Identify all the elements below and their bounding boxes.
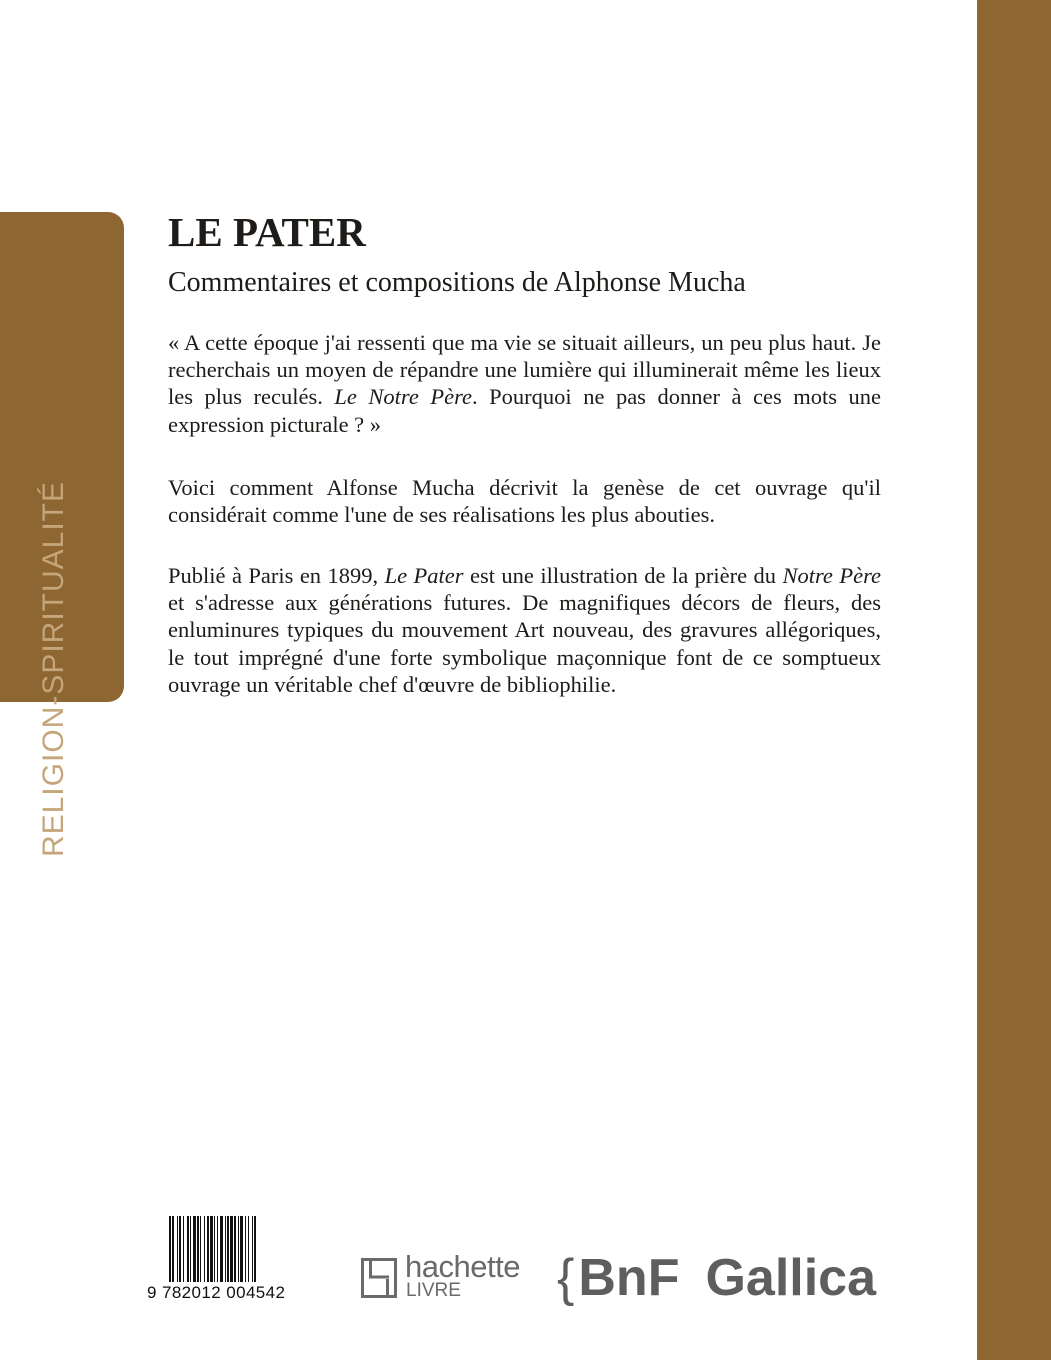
barcode-bar — [254, 1216, 256, 1282]
description-italic-2: Notre Père — [782, 563, 881, 588]
category-label: RELIGION-SPIRITUALITÉ — [37, 480, 70, 858]
barcode-bar — [197, 1216, 199, 1282]
barcode-bar — [214, 1216, 215, 1282]
description-part-3: et s'adresse aux générations futures. De magnifiques décors de fleurs, des enluminures typiques du mouvement Art nouveau, des gravures allégoriques, le tout imprégné d'une forte symbolique maçonnique font de ce somptueux ouvrage un véritable chef d'œuvre de bibliophilie. — [168, 590, 881, 697]
gallica-name: Gallica — [705, 1249, 877, 1307]
barcode-bar — [207, 1216, 209, 1282]
barcode-bar — [200, 1216, 201, 1282]
description-part-2: est une illustration de la prière du — [463, 563, 783, 588]
hachette-h-icon — [361, 1258, 397, 1298]
book-subtitle: Commentaires et compositions de Alphonse Mucha — [168, 267, 746, 298]
isbn-barcode — [147, 1214, 345, 1304]
barcode-bar — [245, 1216, 246, 1282]
barcode-bar — [220, 1216, 223, 1282]
barcode-bar — [230, 1216, 233, 1282]
barcode-bar — [204, 1216, 205, 1282]
book-title: LE PATER — [168, 209, 366, 255]
quote-paragraph — [168, 329, 881, 438]
barcode-bar — [179, 1216, 181, 1282]
hachette-livre-logo — [361, 1249, 526, 1305]
barcode-bar — [238, 1216, 239, 1282]
barcode-bar — [169, 1216, 171, 1282]
category-tab — [0, 212, 124, 858]
barcode-bar — [248, 1216, 249, 1282]
quote-text-end: . Pourquoi ne pas donner à ces mots une expression picturale ? » — [168, 384, 881, 437]
intro-paragraph: Voici comment Alfonse Mucha décrivit la genèse de cet ouvrage qu'il considérait comme l'une de ses réalisations les plus abouties. — [168, 475, 881, 528]
bnf-gallica-logo — [557, 1246, 876, 1310]
barcode-bar — [234, 1216, 236, 1282]
barcode-bar — [172, 1216, 174, 1282]
bnf-brace-icon: { — [557, 1249, 575, 1307]
barcode-digits: 9 782012 004542 — [147, 1282, 345, 1304]
barcode-bar — [177, 1216, 178, 1282]
quote-text-start: « A cette époque j'ai ressenti que ma vie se situait ailleurs, un peu plus haut. Je recherchais un moyen de répandre une lumière qui illuminerait même les lieux les plus reculés. — [168, 330, 881, 410]
description-italic-1: Le Pater — [384, 563, 464, 588]
bnf-name: BnF — [578, 1249, 680, 1307]
barcode-bar — [210, 1216, 213, 1282]
barcode-bar — [225, 1216, 226, 1282]
barcode-bar — [217, 1216, 218, 1282]
barcode-bar — [227, 1216, 229, 1282]
barcode-bar — [240, 1216, 243, 1282]
barcode-bar — [187, 1216, 189, 1282]
hachette-sub: LIVRE — [406, 1280, 461, 1301]
barcode-bar — [183, 1216, 184, 1282]
quote-italic-title: Le Notre Père — [334, 384, 473, 410]
barcode-bar — [252, 1216, 253, 1282]
barcode-bar — [190, 1216, 191, 1282]
barcode-bar — [193, 1216, 196, 1282]
description-paragraph — [168, 562, 881, 698]
hachette-name: hachette — [405, 1249, 520, 1284]
description-part-1: Publié à Paris en 1899, — [168, 563, 385, 588]
book-spine — [977, 0, 1051, 1360]
